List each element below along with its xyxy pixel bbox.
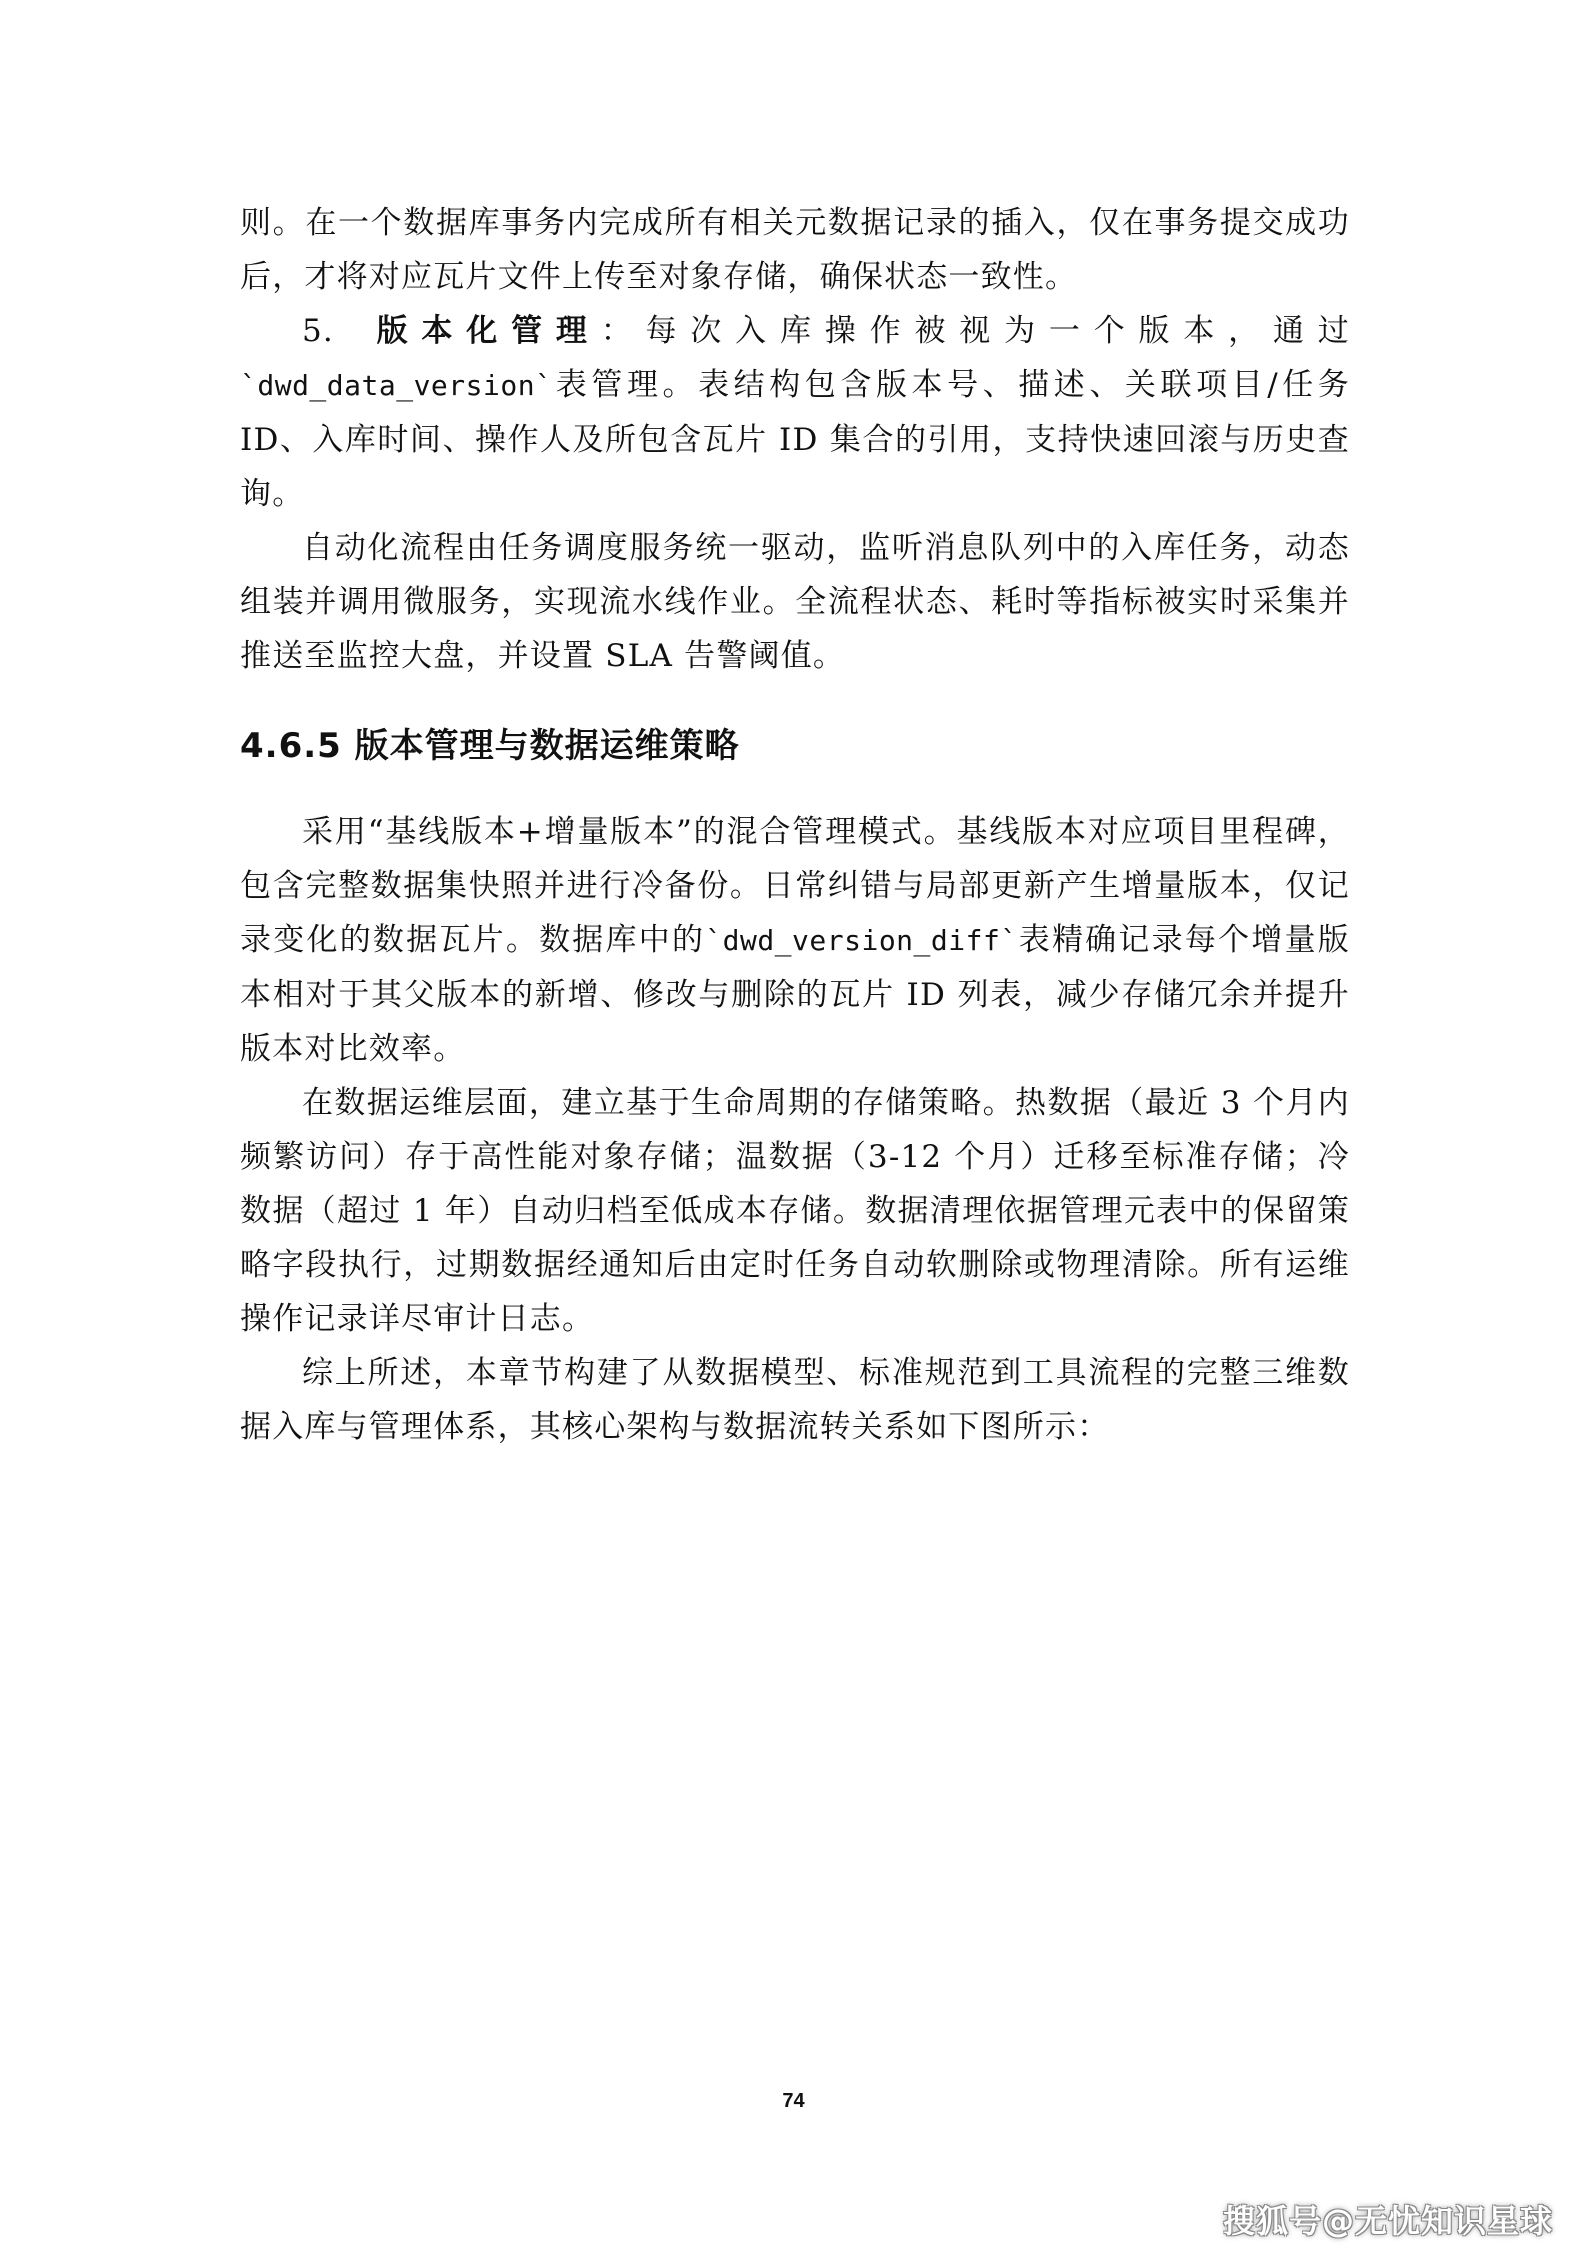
paragraph-transaction: 则。在一个数据库事务内完成所有相关元数据记录的插入，仅在事务提交成功后，才将对应瓦片文件上传至对象存储，确保状态一致性。 — [240, 205, 1350, 295]
code-table-name: `dwd_version_diff` — [705, 924, 1018, 957]
list-item-text-before: ：每次入库操作被视为一个版本，通过 — [600, 313, 1351, 349]
paragraph-baseline-incremental — [240, 805, 1350, 1076]
paragraph-summary: 综上所述，本章节构建了从数据模型、标准规范到工具流程的完整三维数据入库与管理体系，其核心架构与数据流转关系如下图所示： — [240, 1355, 1350, 1445]
paragraph-text-before: 采用“基线版本+增量版本”的混合管理模式。基线版本对应项目里程碑，包含完整数据集快照并进行冷备份。日常纠错与局部更新产生增量版本，仅记录变化的数据瓦片。数据库中的 — [240, 814, 1350, 958]
watermark: 搜狐号@无忧知识星球 — [1222, 2202, 1553, 2240]
page-content — [240, 196, 1350, 1454]
paragraph-automation: 自动化流程由任务调度服务统一驱动，监听消息队列中的入库任务，动态组装并调用微服务，实现流水线作业。全流程状态、耗时等指标被实时采集并推送至监控大盘，并设置 SLA 告警阈值。 — [240, 530, 1350, 674]
section-heading: 4.6.5 版本管理与数据运维策略 — [240, 726, 740, 766]
list-item-title: 版本化管理 — [364, 313, 601, 349]
list-item-text-after: 表管理。表结构包含版本号、描述、关联项目/任务 ID、入库时间、操作人及所包含瓦片 ID 集合的引用，支持快速回滚与历史查询。 — [240, 367, 1350, 512]
list-item-versioning — [240, 304, 1350, 521]
paragraph-operations: 在数据运维层面，建立基于生命周期的存储策略。热数据（最近 3 个月内频繁访问）存于高性能对象存储；温数据（3-12 个月）迁移至标准存储；冷数据（超过 1 年）自动归档至低成本存储。数据清理依据管理元表中的保留策略字段执行，过期数据经通知后由定时任务自动软删除或物理清除。所有运维操作记录详尽审计日志。 — [240, 1085, 1350, 1337]
paragraph-text-after: 表精确记录每个增量版本相对于其父版本的新增、修改与删除的瓦片 ID 列表，减少存储冗余并提升版本对比效率。 — [240, 922, 1350, 1067]
page-number: 74 — [782, 2090, 805, 2112]
list-item-number: 5. — [302, 313, 334, 349]
code-table-name: `dwd_data_version` — [240, 369, 553, 402]
